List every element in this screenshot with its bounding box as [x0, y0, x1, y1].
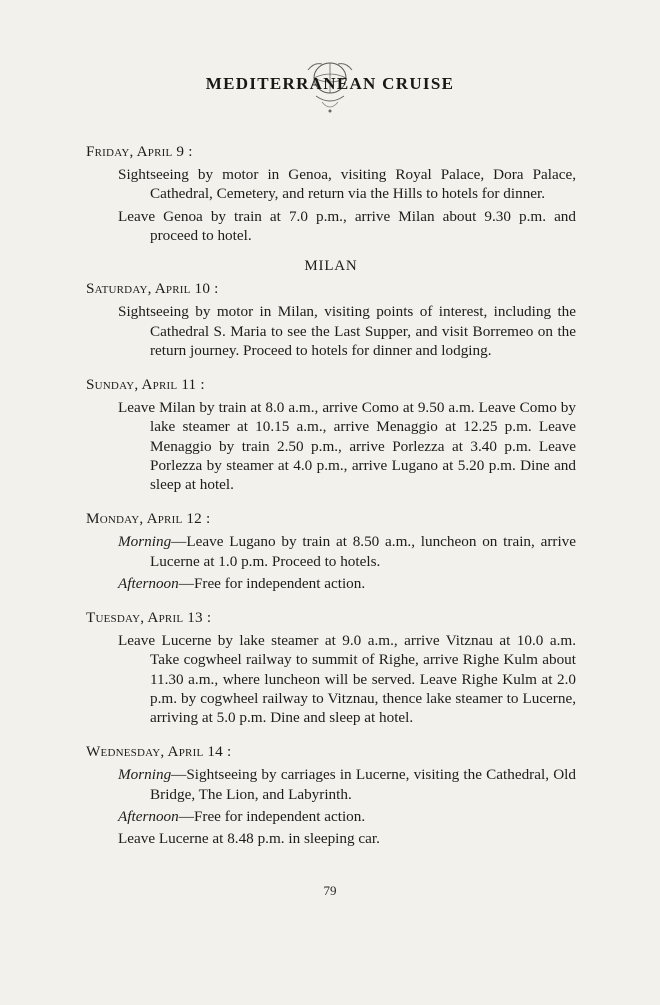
day-heading: Friday, April 9 :	[86, 143, 193, 160]
page-header	[0, 56, 660, 122]
itinerary-entry	[118, 532, 576, 570]
itinerary-body	[86, 142, 576, 850]
entry-text: Leave Milan by train at 8.0 a.m., arrive Como at 9.50 a.m. Leave Como by lake steamer at 10.15 a.m., arrive Menaggio at 12.25 p.m. Leave Menaggio by train 2.50 p.m., arrive Porlezza at 3.40 p.m. Leave Porlezza by steamer at 4.0 p.m., arrive Lugano at 5.20 p.m. Dine and sleep at hotel.	[118, 399, 576, 494]
itinerary-entry	[118, 207, 576, 245]
day-heading: Saturday, April 10 :	[86, 280, 219, 298]
itinerary-entry	[118, 807, 576, 826]
itinerary-entry	[118, 165, 576, 203]
day-heading: Monday, April 12 :	[86, 510, 211, 528]
day-block-saturday	[86, 279, 576, 360]
page-number: 79	[323, 883, 337, 898]
day-heading: Sunday, April 11 :	[86, 376, 205, 394]
entry-text: Sightseeing by motor in Genoa, visiting Royal Palace, Dora Palace, Cathedral, Cemetery, and return via the Hills to hotels for dinner.	[118, 166, 576, 203]
itinerary-entry	[118, 574, 576, 593]
day-block-sunday	[86, 375, 576, 494]
itinerary-entry	[118, 302, 576, 360]
itinerary-entry	[118, 765, 576, 803]
day-heading: Tuesday, April 13 :	[86, 609, 212, 627]
entry-text: Sightseeing by motor in Milan, visiting points of interest, including the Cathedral S. Maria to see the Last Supper, and visit Borremeo on the return journey. Proceed to hotels for dinner and lodging.	[118, 303, 576, 359]
time-of-day-label: Morning	[118, 533, 172, 551]
entry-text: —Free for independent action.	[178, 574, 366, 592]
day-block-wednesday	[86, 742, 576, 848]
entry-text: —Sightseeing by carriages in Lucerne, visiting the Cathedral, Old Bridge, The Lion, and Labyrinth.	[150, 766, 576, 803]
entry-text: Leave Lucerne by lake steamer at 9.0 a.m., arrive Vitznau at 10.0 a.m. Take cogwheel railway to summit of Righe, arrive Righe Kulm about 11.30 a.m., where luncheon will be served. Leave Righe Kulm at 2.0 p.m. by cogwheel railway to Vitznau, thence lake steamer to Lucerne, arriving at 5.0 p.m. Dine and sleep at hotel.	[118, 632, 576, 727]
day-block-tuesday	[86, 608, 576, 727]
time-of-day-label: Afternoon	[118, 574, 179, 592]
time-of-day-label: Morning	[118, 766, 172, 784]
time-of-day-label: Afternoon	[118, 807, 179, 825]
day-block-friday	[86, 142, 576, 245]
entry-text: Leave Lucerne at 8.48 p.m. in sleeping car.	[118, 830, 380, 848]
entry-text: Leave Genoa by train at 7.0 p.m., arrive Milan about 9.30 p.m. and proceed to hotel.	[118, 207, 576, 244]
city-heading: MILAN	[304, 258, 358, 275]
day-block-monday	[86, 509, 576, 593]
itinerary-entry	[118, 631, 576, 727]
itinerary-entry	[118, 398, 576, 494]
itinerary-entry	[118, 829, 576, 848]
entry-text: —Leave Lugano by train at 8.50 a.m., luncheon on train, arrive Lucerne at 1.0 p.m. Proceed to hotels.	[150, 533, 576, 570]
day-heading: Wednesday, April 14 :	[86, 743, 232, 761]
running-title: MEDITERRANEAN CRUISE	[205, 74, 455, 93]
entry-text: —Free for independent action.	[178, 807, 366, 825]
